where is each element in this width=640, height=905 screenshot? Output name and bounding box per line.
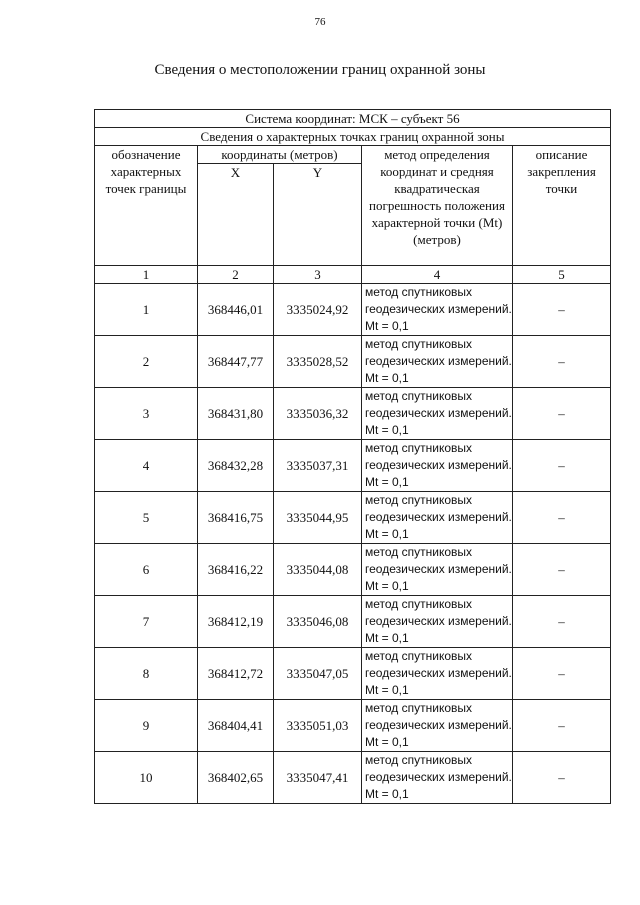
table-row: [95, 492, 611, 544]
description-cell: –: [513, 700, 611, 752]
method-cell: метод спутниковых геодезических измерений. Mt = 0,1: [362, 388, 513, 440]
method-cell: метод спутниковых геодезических измерений. Mt = 0,1: [362, 596, 513, 648]
y-coordinate-cell: 3335051,03: [274, 700, 362, 752]
method-cell: метод спутниковых геодезических измерений. Mt = 0,1: [362, 544, 513, 596]
y-coordinate-cell: 3335044,95: [274, 492, 362, 544]
point-cell: 9: [95, 700, 198, 752]
table-row: [95, 752, 611, 804]
x-coordinate-cell: 368416,22: [198, 544, 274, 596]
header-y: Y: [274, 164, 362, 266]
table-row: [95, 648, 611, 700]
column-number: 2: [198, 266, 274, 284]
point-cell: 4: [95, 440, 198, 492]
x-coordinate-cell: 368416,75: [198, 492, 274, 544]
x-coordinate-cell: 368432,28: [198, 440, 274, 492]
description-cell: –: [513, 492, 611, 544]
point-cell: 2: [95, 336, 198, 388]
header-coordinates: координаты (метров): [198, 146, 362, 164]
y-coordinate-cell: 3335024,92: [274, 284, 362, 336]
y-coordinate-cell: 3335028,52: [274, 336, 362, 388]
x-coordinate-cell: 368412,72: [198, 648, 274, 700]
method-cell: метод спутниковых геодезических измерений. Mt = 0,1: [362, 336, 513, 388]
table-row: [95, 596, 611, 648]
description-cell: –: [513, 648, 611, 700]
column-number: 3: [274, 266, 362, 284]
x-coordinate-cell: 368431,80: [198, 388, 274, 440]
description-cell: –: [513, 544, 611, 596]
x-coordinate-cell: 368404,41: [198, 700, 274, 752]
method-cell: метод спутниковых геодезических измерений. Mt = 0,1: [362, 492, 513, 544]
method-cell: метод спутниковых геодезических измерений. Mt = 0,1: [362, 284, 513, 336]
table-row: [95, 336, 611, 388]
section-label: Сведения о характерных точках границ охранной зоны: [95, 128, 611, 146]
point-cell: 6: [95, 544, 198, 596]
point-cell: 8: [95, 648, 198, 700]
point-cell: 3: [95, 388, 198, 440]
method-cell: метод спутниковых геодезических измерений. Mt = 0,1: [362, 440, 513, 492]
method-cell: метод спутниковых геодезических измерений. Mt = 0,1: [362, 648, 513, 700]
column-number: 5: [513, 266, 611, 284]
y-coordinate-cell: 3335047,05: [274, 648, 362, 700]
x-coordinate-cell: 368412,19: [198, 596, 274, 648]
point-cell: 7: [95, 596, 198, 648]
description-cell: –: [513, 440, 611, 492]
table-row: [95, 284, 611, 336]
description-cell: –: [513, 752, 611, 804]
column-number: 4: [362, 266, 513, 284]
header-description: описание закрепления точки: [513, 146, 611, 266]
header-method: метод определения координат и средняя квадратическая погрешность положения характерной точки (Mt) (метров): [362, 146, 513, 266]
x-coordinate-cell: 368447,77: [198, 336, 274, 388]
method-cell: метод спутниковых геодезических измерений. Mt = 0,1: [362, 700, 513, 752]
header-designation: обозначение характерных точек границы: [95, 146, 198, 266]
description-cell: –: [513, 596, 611, 648]
point-cell: 5: [95, 492, 198, 544]
description-cell: –: [513, 336, 611, 388]
y-coordinate-cell: 3335037,31: [274, 440, 362, 492]
y-coordinate-cell: 3335044,08: [274, 544, 362, 596]
x-coordinate-cell: 368402,65: [198, 752, 274, 804]
column-number: 1: [95, 266, 198, 284]
description-cell: –: [513, 284, 611, 336]
x-coordinate-cell: 368446,01: [198, 284, 274, 336]
y-coordinate-cell: 3335036,32: [274, 388, 362, 440]
boundary-points-table: [94, 109, 611, 804]
description-cell: –: [513, 388, 611, 440]
coordinate-system-label: Система координат: МСК – субъект 56: [95, 110, 611, 128]
table-row: [95, 388, 611, 440]
page-number: 76: [314, 16, 326, 28]
header-x: X: [198, 164, 274, 266]
y-coordinate-cell: 3335047,41: [274, 752, 362, 804]
table-row: [95, 700, 611, 752]
table-row: [95, 544, 611, 596]
table-row: [95, 440, 611, 492]
method-cell: метод спутниковых геодезических измерений. Mt = 0,1: [362, 752, 513, 804]
point-cell: 10: [95, 752, 198, 804]
point-cell: 1: [95, 284, 198, 336]
y-coordinate-cell: 3335046,08: [274, 596, 362, 648]
document-title: Сведения о местоположении границ охранной зоны: [154, 62, 486, 78]
